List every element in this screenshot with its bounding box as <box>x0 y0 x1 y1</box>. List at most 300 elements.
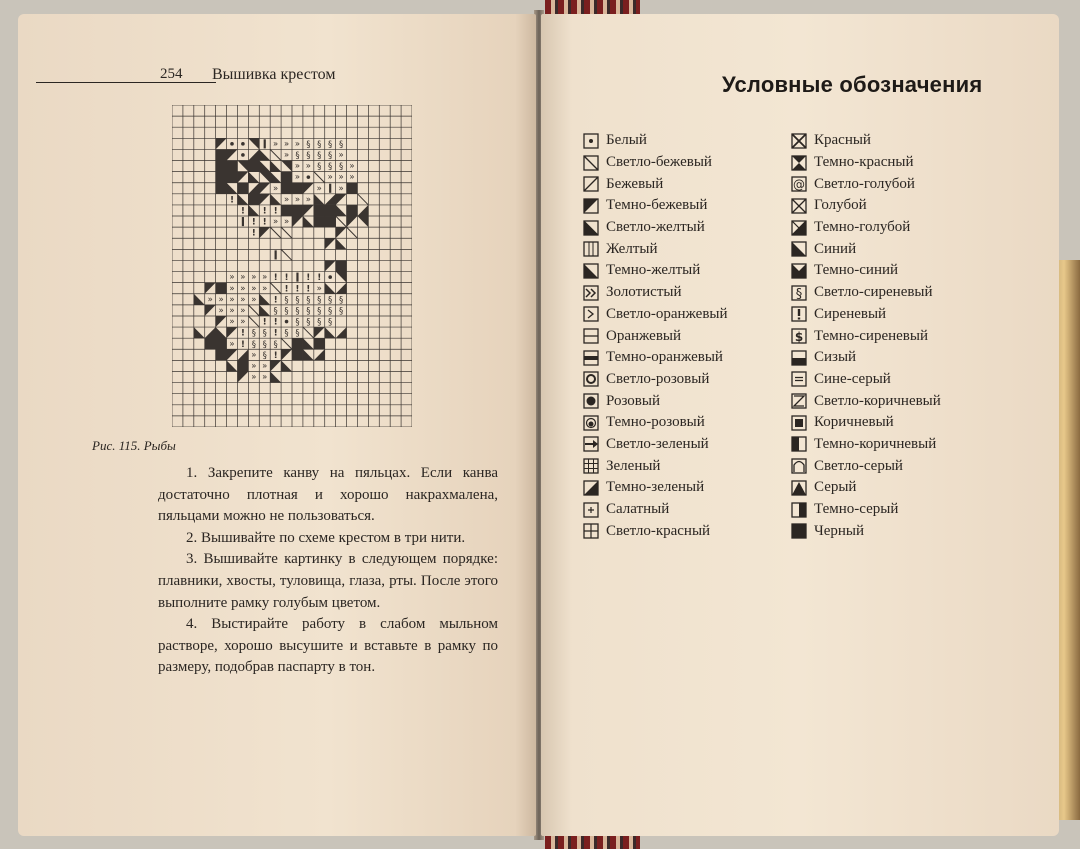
chart-stitch: § <box>338 162 344 173</box>
instructions <box>158 463 498 679</box>
chart-stitch: » <box>218 305 224 316</box>
thick-horizontal-bar-icon <box>583 350 599 366</box>
chart-stitch <box>281 161 292 172</box>
legend-title: Условные обозначения <box>722 72 983 97</box>
instruction-step-4: 4. Выстирайте работу в слабом мыльном растворе, хорошо высушите и вставьте в рамку по размеру, подобрав паспарту в тон. <box>158 616 498 676</box>
chart-stitch: ! <box>306 284 311 295</box>
chart-stitch: ! <box>262 317 267 328</box>
chart-stitch <box>281 360 292 371</box>
dollar-sign-icon <box>791 328 807 344</box>
legend-item <box>791 477 941 499</box>
chart-stitch: ! <box>251 217 256 228</box>
cross-stitch-chart-svg <box>172 105 412 427</box>
arch-icon <box>791 458 807 474</box>
chart-stitch: § <box>295 328 300 339</box>
chart-stitch: » <box>240 272 246 283</box>
legend-label: Темно-розовый <box>606 414 705 431</box>
legend-label: Темно-красный <box>814 154 914 171</box>
chart-stitch <box>307 175 311 179</box>
chart-stitch <box>270 227 281 238</box>
legend-label: Светло-голубой <box>814 175 915 192</box>
chart-stitch: » <box>283 150 290 161</box>
chart-stitch: » <box>218 294 224 305</box>
chart-stitch <box>347 183 358 194</box>
instruction-step-3: 3. Вышивайте картинку в следующем порядке: плавники, хвосты, туловища, глаза, рты. После этого выполните рамку голубым цветом. <box>158 551 498 611</box>
chart-stitch: § <box>306 139 311 150</box>
legend-label: Светло-зеленый <box>606 435 709 452</box>
chart-stitch: ! <box>273 350 278 361</box>
bowtie-icon <box>791 263 807 279</box>
chart-stitch <box>205 283 216 294</box>
grid-icon <box>583 458 599 474</box>
chart-stitch: ! <box>273 273 278 284</box>
chart-stitch <box>296 273 298 282</box>
legend-label: Оранжевый <box>606 327 682 344</box>
chart-stitch: § <box>306 151 311 162</box>
chart-stitch: » <box>229 294 235 305</box>
legend-item <box>583 520 728 542</box>
chart-stitch <box>314 216 325 227</box>
chart-stitch: ! <box>240 328 245 339</box>
svg-text:@: @ <box>793 177 805 192</box>
chart-stitch: » <box>349 172 355 183</box>
chart-stitch: § <box>306 295 311 306</box>
chart-stitch: » <box>283 194 290 205</box>
chart-stitch <box>248 149 259 160</box>
chart-stitch: ! <box>317 273 322 284</box>
chart-stitch: » <box>251 294 257 305</box>
legend-label: Темно-сиреневый <box>814 327 928 344</box>
legend-item <box>791 455 941 477</box>
legend-label: Золотистый <box>606 284 682 301</box>
chart-stitch: » <box>229 283 235 294</box>
chart-stitch <box>336 216 347 227</box>
chart-stitch <box>227 349 238 360</box>
chart-stitch: § <box>317 317 322 328</box>
chart-stitch: § <box>284 295 289 306</box>
arrow-right-icon <box>583 436 599 452</box>
chart-stitch: » <box>229 272 235 283</box>
legend-item <box>583 304 728 326</box>
chart-stitch: § <box>328 317 333 328</box>
chart-stitch: § <box>328 306 333 317</box>
chart-stitch <box>227 149 238 160</box>
section-sign-icon <box>791 285 807 301</box>
chart-stitch <box>336 272 347 283</box>
cross-stitch-chart <box>172 105 412 427</box>
chart-stitch: § <box>251 328 256 339</box>
chart-stitch <box>216 183 227 194</box>
chart-stitch <box>281 349 292 360</box>
chart-stitch: § <box>306 306 311 317</box>
chart-stitch: » <box>229 339 235 350</box>
half-triangle-br-icon <box>583 480 599 496</box>
chart-stitch <box>314 194 325 205</box>
chart-stitch: § <box>273 339 278 350</box>
header-rule <box>36 82 216 83</box>
legend-item <box>583 173 728 195</box>
chart-stitch <box>259 227 270 238</box>
chart-stitch <box>248 138 259 149</box>
chart-stitch <box>227 327 238 338</box>
chart-stitch <box>241 153 245 157</box>
chart-stitch <box>194 327 205 338</box>
legend-item <box>791 173 941 195</box>
chart-stitch: § <box>317 306 322 317</box>
chart-stitch: » <box>338 150 344 161</box>
legend-label: Светло-коричневый <box>814 392 941 409</box>
chart-stitch <box>314 327 325 338</box>
legend-column-left <box>583 130 728 542</box>
hourglass-icon <box>791 155 807 171</box>
running-title: Вышивка крестом <box>212 66 336 83</box>
svg-text:§: § <box>795 286 803 301</box>
chart-stitch: » <box>294 139 301 150</box>
chart-stitch <box>314 172 325 183</box>
chart-stitch <box>259 149 270 160</box>
chart-stitch: » <box>262 272 268 283</box>
chart-stitch <box>248 161 259 172</box>
chart-stitch: ! <box>284 273 289 284</box>
legend-item <box>583 477 728 499</box>
chart-stitch <box>205 338 216 349</box>
legend-item <box>791 238 941 260</box>
right-half-filled-icon <box>791 502 807 518</box>
chart-stitch <box>194 294 205 305</box>
legend-label: Голубой <box>814 197 867 214</box>
legend-label: Сине-серый <box>814 370 891 387</box>
chart-stitch <box>237 172 248 183</box>
legend-label: Темно-синий <box>814 262 899 279</box>
chart-stitch <box>216 172 227 183</box>
chart-stitch <box>281 338 292 349</box>
chart-stitch <box>216 327 227 338</box>
legend-item <box>791 347 941 369</box>
legend-item <box>583 499 728 521</box>
chart-stitch: » <box>294 161 301 172</box>
chart-stitch: » <box>262 372 268 383</box>
legend-item <box>583 412 728 434</box>
half-triangle-tl-icon <box>583 198 599 214</box>
chart-stitch <box>281 205 292 216</box>
legend-label: Темно-бежевый <box>606 197 708 214</box>
half-triangle-bl-icon <box>583 263 599 279</box>
chart-stitch: § <box>328 139 333 150</box>
instruction-step-2: 2. Вышивайте по схеме крестом в три нити. <box>186 529 466 546</box>
chart-stitch <box>227 183 238 194</box>
legend-label: Салатный <box>606 501 670 518</box>
chart-stitch <box>328 275 332 279</box>
legend-item <box>583 369 728 391</box>
vertical-bar-icon <box>583 241 599 257</box>
chart-stitch <box>264 139 266 148</box>
chart-stitch <box>205 327 216 338</box>
chart-stitch: » <box>273 183 279 194</box>
chart-stitch: » <box>316 183 322 194</box>
chart-stitch <box>237 161 248 172</box>
chart-stitch: » <box>262 283 268 294</box>
chart-stitch <box>303 216 314 227</box>
chart-stitch: » <box>338 172 344 183</box>
chart-stitch: » <box>240 283 246 294</box>
chart-stitch <box>281 227 292 238</box>
legend-item <box>791 130 941 152</box>
legend-item <box>583 455 728 477</box>
small-filled-square-icon <box>791 415 807 431</box>
chart-stitch <box>281 172 292 183</box>
legend-item <box>791 304 941 326</box>
legend-label: Светло-серый <box>814 457 903 474</box>
chart-stitch: ! <box>229 195 235 206</box>
legend-item <box>791 412 941 434</box>
circle-with-dot-icon <box>583 415 599 431</box>
chart-stitch: » <box>240 305 246 316</box>
chevron-right-icon <box>583 306 599 322</box>
chart-stitch: § <box>273 306 278 317</box>
chart-stitch: » <box>262 361 268 372</box>
solid-square-icon <box>791 523 807 539</box>
legend-label: Темно-коричневый <box>814 435 937 452</box>
legend-label: Синий <box>814 240 857 257</box>
legend-label: Темно-оранжевый <box>606 349 723 366</box>
chart-stitch: ! <box>273 328 278 339</box>
legend-item <box>791 195 941 217</box>
chart-stitch: » <box>229 317 235 328</box>
chart-stitch <box>336 260 347 271</box>
chart-stitch <box>259 294 270 305</box>
chart-stitch: ! <box>273 317 278 328</box>
chart-stitch <box>357 216 368 227</box>
chart-stitch <box>216 138 227 149</box>
chart-stitch <box>216 316 227 327</box>
chart-stitch <box>275 250 277 259</box>
chart-stitch <box>336 238 347 249</box>
chart-stitch: § <box>317 295 322 306</box>
chart-stitch: » <box>294 194 301 205</box>
legend-label: Розовый <box>606 392 660 409</box>
legend-label: Белый <box>606 132 647 149</box>
chart-stitch: ! <box>262 217 267 228</box>
legend-label: Темно-желтый <box>606 262 701 279</box>
triangle-br-dark-icon <box>791 241 807 257</box>
chart-stitch <box>303 183 314 194</box>
chart-stitch: § <box>284 328 289 339</box>
legend-label: Светло-оранжевый <box>606 305 728 322</box>
chart-stitch <box>216 149 227 160</box>
chart-stitch <box>292 205 303 216</box>
chart-stitch <box>248 172 259 183</box>
chart-stitch <box>237 194 248 205</box>
chart-stitch: § <box>262 328 267 339</box>
chart-stitch <box>336 283 347 294</box>
legend-item <box>583 390 728 412</box>
chart-stitch <box>259 172 270 183</box>
legend-item <box>583 282 728 304</box>
chart-stitch <box>227 360 238 371</box>
chart-stitch: § <box>317 139 322 150</box>
legend-label: Темно-зеленый <box>606 479 705 496</box>
chart-stitch <box>347 216 358 227</box>
legend-label: Темно-серый <box>814 501 899 518</box>
chart-stitch <box>347 205 358 216</box>
chart-stitch <box>347 227 358 238</box>
legend-item <box>791 260 941 282</box>
chart-stitch <box>248 316 259 327</box>
chart-stitch <box>325 216 336 227</box>
plus-small-icon <box>583 502 599 518</box>
chart-stitch: § <box>317 151 322 162</box>
legend-item <box>583 152 728 174</box>
chart-stitch: » <box>294 172 301 183</box>
chart-stitch <box>303 338 314 349</box>
chart-stitch <box>216 161 227 172</box>
chart-stitch: ! <box>251 228 256 239</box>
chart-stitch: § <box>295 295 300 306</box>
chart-stitch: § <box>262 350 267 361</box>
chart-stitch <box>336 194 347 205</box>
chart-stitch <box>292 338 303 349</box>
figure-caption: Рис. 115. Рыбы <box>92 438 176 453</box>
chart-stitch: ! <box>284 284 289 295</box>
chart-stitch <box>314 205 325 216</box>
chart-stitch <box>325 238 336 249</box>
chart-stitch: ! <box>295 284 300 295</box>
chart-stitch <box>270 283 281 294</box>
exclamation-icon <box>791 306 807 322</box>
legend-column-right <box>791 130 941 542</box>
legend-label: Сизый <box>814 349 857 366</box>
chart-stitch: » <box>273 217 279 228</box>
chart-stitch <box>329 184 331 193</box>
chart-stitch <box>270 149 281 160</box>
chart-stitch <box>357 194 368 205</box>
chart-stitch <box>314 338 325 349</box>
chart-stitch <box>230 142 234 146</box>
chart-stitch: » <box>240 317 246 328</box>
legend-item <box>583 130 728 152</box>
legend-item <box>791 217 941 239</box>
chart-stitch: § <box>338 139 344 150</box>
chart-stitch: § <box>328 151 333 162</box>
chart-stitch: » <box>273 139 279 150</box>
chart-stitch: § <box>338 295 344 306</box>
half-triangle-x-icon <box>791 220 807 236</box>
chart-stitch: » <box>283 217 290 228</box>
chart-stitch: § <box>262 339 267 350</box>
chart-stitch <box>325 283 336 294</box>
legend-label: Коричневый <box>814 414 894 431</box>
legend-item <box>583 238 728 260</box>
legend-label: Бежевый <box>606 175 664 192</box>
double-chevron-icon <box>583 285 599 301</box>
chart-stitch <box>216 338 227 349</box>
chart-stitch <box>281 183 292 194</box>
chart-stitch <box>241 142 245 146</box>
dot-center-icon <box>583 133 599 149</box>
chart-stitch: » <box>251 372 257 383</box>
chart-stitch: § <box>251 339 256 350</box>
chart-stitch: ! <box>262 206 267 217</box>
chart-stitch: » <box>251 272 257 283</box>
backslash-icon <box>583 155 599 171</box>
legend-item <box>791 434 941 456</box>
legend-item <box>791 390 941 412</box>
chart-stitch <box>259 305 270 316</box>
left-half-filled-icon <box>791 436 807 452</box>
chart-stitch <box>303 327 314 338</box>
at-sign-icon <box>791 176 807 192</box>
chart-stitch: ! <box>306 273 311 284</box>
chart-stitch <box>285 320 289 324</box>
chart-stitch <box>237 183 248 194</box>
chart-stitch: § <box>295 306 300 317</box>
chart-stitch: § <box>295 317 300 328</box>
chart-stitch: ! <box>240 206 245 217</box>
legend-item <box>583 325 728 347</box>
z-slash-icon <box>791 393 807 409</box>
legend-label: Светло-розовый <box>606 370 710 387</box>
legend-label: Темно-голубой <box>814 219 911 236</box>
chart-stitch: § <box>317 162 322 173</box>
horizontal-line-icon <box>583 328 599 344</box>
chart-stitch <box>303 205 314 216</box>
instruction-step-1: 1. Закрепите канву на пяльцах. Если канва достаточно плотная и хорошо накрахмалена, пяльцами можно не пользоваться. <box>158 465 498 525</box>
chart-stitch: § <box>284 306 289 317</box>
cross-grid-icon <box>583 523 599 539</box>
chart-stitch: » <box>327 172 333 183</box>
legend-item <box>791 369 941 391</box>
chart-stitch <box>216 283 227 294</box>
chart-stitch: § <box>328 162 333 173</box>
equals-sign-icon <box>791 371 807 387</box>
chart-stitch <box>292 349 303 360</box>
legend-item <box>791 152 941 174</box>
chart-stitch: » <box>207 294 213 305</box>
legend-item <box>583 347 728 369</box>
chart-stitch: » <box>305 194 311 205</box>
chart-stitch: ! <box>273 206 278 217</box>
legend-label: Серый <box>814 479 857 496</box>
chart-stitch: » <box>251 350 257 361</box>
lower-half-filled-icon <box>791 350 807 366</box>
slash-icon <box>583 176 599 192</box>
legend-label: Красный <box>814 132 871 149</box>
chart-stitch <box>336 205 347 216</box>
chart-stitch <box>270 161 281 172</box>
chart-stitch <box>237 360 248 371</box>
chart-stitch <box>281 249 292 260</box>
chart-stitch: » <box>251 283 257 294</box>
chart-stitch <box>227 161 238 172</box>
chart-stitch: § <box>328 295 333 306</box>
chart-stitch <box>314 349 325 360</box>
legend-label: Сиреневый <box>814 305 887 322</box>
chart-stitch <box>205 305 216 316</box>
x-box-icon <box>791 133 807 149</box>
chart-stitch <box>292 183 303 194</box>
half-triangle-bl-x-icon <box>583 220 599 236</box>
chart-stitch: » <box>338 183 344 194</box>
legend-item <box>583 260 728 282</box>
legend-label: Светло-желтый <box>606 219 705 236</box>
ring-icon <box>583 371 599 387</box>
chart-stitch <box>248 194 259 205</box>
chart-stitch <box>336 227 347 238</box>
chart-stitch: § <box>295 151 300 162</box>
chart-stitch <box>248 183 259 194</box>
legend-item <box>791 282 941 304</box>
chart-stitch <box>248 205 259 216</box>
